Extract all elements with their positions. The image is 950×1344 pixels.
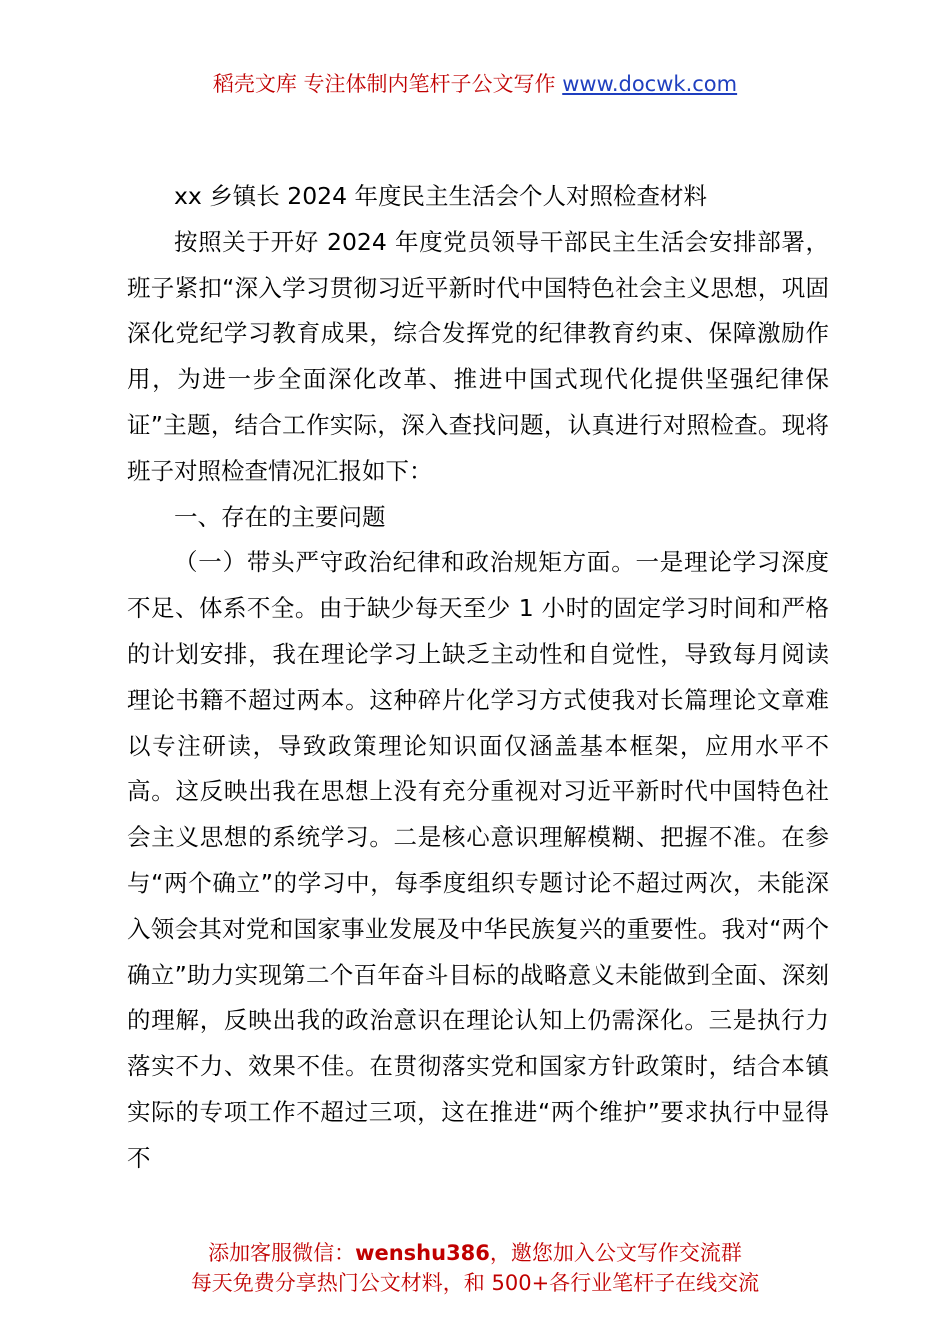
footer-wechat-suffix: ，邀您加入公文写作交流群 (489, 1241, 742, 1265)
footer-line-wechat (0, 1238, 950, 1268)
document-title: xx 乡镇长 2024 年度民主生活会个人对照检查材料 (174, 182, 708, 210)
footer-wechat-id: wenshu386 (355, 1241, 490, 1265)
document-paragraph-political-discipline: （一）带头严守政治纪律和政治规矩方面。一是理论学习深度不足、体系不全。由于缺少每天至少 1 小时的固定学习时间和严格的计划安排，我在理论学习上缺乏主动性和自觉性，导致每月阅读理论书籍不超过两本。这种碎片化学习方式使我对长篇理论文章难以专注研读，导致政策理论知识面仅涵盖基本框架，应用水平不高。这反映出我在思想上没有充分重视对习近平新时代中国特色社会主义思想的系统学习。二是核心意识理解模糊、把握不准。在参与“两个确立”的学习中，每季度组织专题讨论不超过两次，未能深入领会其对党和国家事业发展及中华民族复兴的重要性。我对“两个确立”助力实现第二个百年奋斗目标的战略意义未能做到全面、深刻的理解，反映出我的政治意识在理论认知上仍需深化。三是执行力落实不力、效果不佳。在贯彻落实党和国家方针政策时，结合本镇实际的专项工作不超过三项，这在推进“两个维护”要求执行中显得不 (127, 548, 829, 1172)
site-brand-text: 稻壳文库 专注体制内笔杆子公文写作 (212, 72, 563, 96)
document-paragraph-intro: 按照关于开好 2024 年度党员领导干部民主生活会安排部署，班子紧扣“深入学习贯彻习近平新时代中国特色社会主义思想，巩固深化党纪学习教育成果，综合发挥党的纪律教育约束、保障激励作用，为进一步全面深化改革、推进中国式现代化提供坚强纪律保证”主题，结合工作实际，深入查找问题，认真进行对照检查。现将班子对照检查情况汇报如下： (127, 227, 829, 485)
site-header (0, 68, 950, 100)
footer-wechat-prefix: 添加客服微信： (208, 1241, 356, 1265)
section-heading-problems: 一、存在的主要问题 (174, 502, 386, 531)
document-body (127, 174, 829, 1182)
site-footer (0, 1238, 950, 1298)
site-url-link[interactable]: www.docwk.com (562, 72, 738, 96)
footer-line-share: 每天免费分享热门公文材料，和 500+各行业笔杆子在线交流 (190, 1271, 760, 1295)
